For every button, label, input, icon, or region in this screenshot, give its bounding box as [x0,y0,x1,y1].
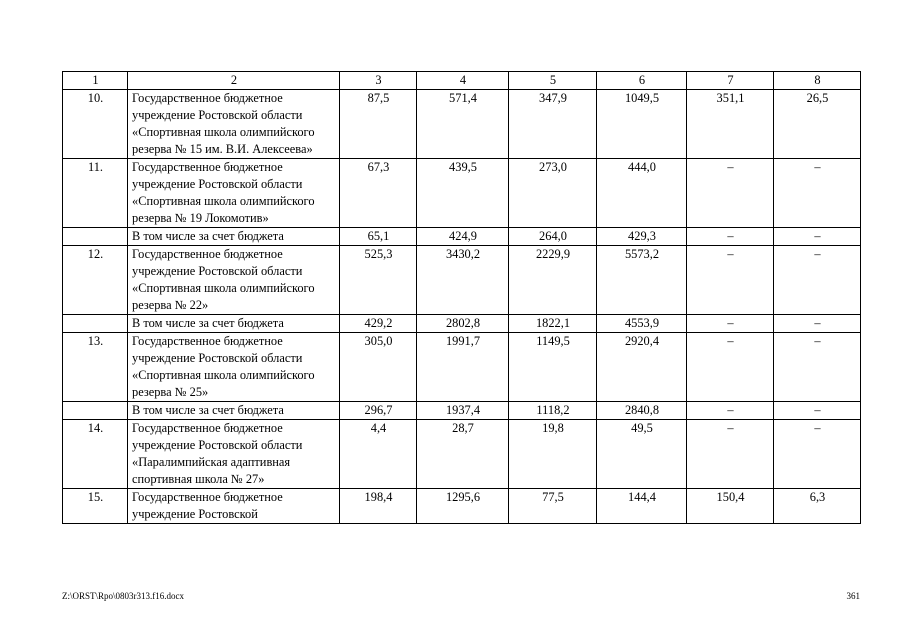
col-7-value: – [687,402,774,420]
institution-name: В том числе за счет бюджета [128,315,340,333]
col-4-value: 3430,2 [417,246,509,315]
table-row [63,420,861,489]
col-4-value: 439,5 [417,159,509,228]
col-7-value: – [687,246,774,315]
row-number: 13. [63,333,128,402]
header-cell: 5 [509,72,597,90]
header-cell: 7 [687,72,774,90]
data-table [62,71,861,524]
col-5-value: 264,0 [509,228,597,246]
col-3-value: 65,1 [340,228,417,246]
institution-name: В том числе за счет бюджета [128,402,340,420]
table-row [63,489,861,524]
col-5-value: 77,5 [509,489,597,524]
col-3-value: 67,3 [340,159,417,228]
col-5-value: 19,8 [509,420,597,489]
col-3-value: 296,7 [340,402,417,420]
col-6-value: 144,4 [597,489,687,524]
col-4-value: 424,9 [417,228,509,246]
col-5-value: 347,9 [509,90,597,159]
table-row [63,402,861,420]
col-8-value: 6,3 [774,489,861,524]
col-3-value: 87,5 [340,90,417,159]
col-5-value: 1822,1 [509,315,597,333]
col-7-value: 351,1 [687,90,774,159]
col-5-value: 273,0 [509,159,597,228]
col-5-value: 1149,5 [509,333,597,402]
col-8-value: 26,5 [774,90,861,159]
row-number: 10. [63,90,128,159]
col-4-value: 1295,6 [417,489,509,524]
institution-name: Государственное бюджетное учреждение Ростовской области «Спортивная школа олимпийского резерва № 19 Локомотив» [128,159,340,228]
table-row [63,90,861,159]
col-3-value: 198,4 [340,489,417,524]
col-6-value: 49,5 [597,420,687,489]
header-cell: 6 [597,72,687,90]
col-6-value: 2840,8 [597,402,687,420]
col-4-value: 571,4 [417,90,509,159]
table-row [63,159,861,228]
col-6-value: 4553,9 [597,315,687,333]
col-8-value: – [774,246,861,315]
header-cell: 4 [417,72,509,90]
col-7-value: – [687,315,774,333]
col-8-value: – [774,159,861,228]
page-number: 361 [846,591,860,601]
col-7-value: – [687,228,774,246]
col-3-value: 305,0 [340,333,417,402]
header-row [63,72,861,90]
col-8-value: – [774,402,861,420]
header-cell: 2 [128,72,340,90]
row-number: 15. [63,489,128,524]
institution-name: Государственное бюджетное учреждение Ростовской области «Паралимпийская адаптивная спортивная школа № 27» [128,420,340,489]
row-number [63,315,128,333]
col-8-value: – [774,420,861,489]
col-5-value: 1118,2 [509,402,597,420]
col-4-value: 28,7 [417,420,509,489]
col-3-value: 429,2 [340,315,417,333]
col-6-value: 429,3 [597,228,687,246]
row-number [63,402,128,420]
col-3-value: 4,4 [340,420,417,489]
col-6-value: 1049,5 [597,90,687,159]
row-number: 14. [63,420,128,489]
col-4-value: 2802,8 [417,315,509,333]
row-number: 12. [63,246,128,315]
header-cell: 8 [774,72,861,90]
col-8-value: – [774,228,861,246]
header-cell: 1 [63,72,128,90]
col-4-value: 1991,7 [417,333,509,402]
header-cell: 3 [340,72,417,90]
col-5-value: 2229,9 [509,246,597,315]
table-row [63,228,861,246]
table-row [63,333,861,402]
institution-name: Государственное бюджетное учреждение Ростовской [128,489,340,524]
col-6-value: 5573,2 [597,246,687,315]
table-row [63,246,861,315]
institution-name: Государственное бюджетное учреждение Ростовской области «Спортивная школа олимпийского резерва № 15 им. В.И. Алексеева» [128,90,340,159]
row-number [63,228,128,246]
col-6-value: 444,0 [597,159,687,228]
institution-name: Государственное бюджетное учреждение Ростовской области «Спортивная школа олимпийского резерва № 22» [128,246,340,315]
table-body [63,72,861,524]
col-7-value: – [687,420,774,489]
table-row [63,315,861,333]
institution-name: Государственное бюджетное учреждение Ростовской области «Спортивная школа олимпийского резерва № 25» [128,333,340,402]
col-7-value: 150,4 [687,489,774,524]
col-3-value: 525,3 [340,246,417,315]
col-7-value: – [687,333,774,402]
col-7-value: – [687,159,774,228]
col-8-value: – [774,315,861,333]
file-path: Z:\ORST\Rpo\0803r313.f16.docx [62,591,184,601]
col-4-value: 1937,4 [417,402,509,420]
col-6-value: 2920,4 [597,333,687,402]
col-8-value: – [774,333,861,402]
institution-name: В том числе за счет бюджета [128,228,340,246]
row-number: 11. [63,159,128,228]
